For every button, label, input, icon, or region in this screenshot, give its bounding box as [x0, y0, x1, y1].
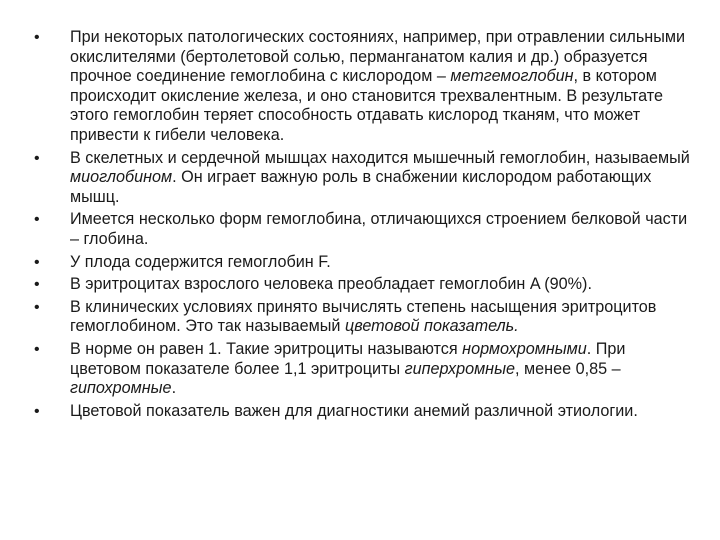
bullet-item-fetal [34, 253, 694, 273]
bullet-text: , в котором происходит окисление железа, и оно становится трехвалентным. В результате этого гемоглобин теряет способность отдавать кислород тканям, что может привести к гибели человека. [70, 67, 664, 144]
bullet-icon: • [34, 253, 40, 271]
term-color-index: цветовой показатель. [344, 317, 519, 336]
term-myoglobin: миоглобином [70, 168, 173, 187]
bullet-item-adult [34, 275, 694, 295]
bullet-item-forms [34, 210, 694, 249]
term-hyperchromic: гиперхромные [404, 359, 516, 378]
bullet-icon: • [34, 402, 40, 420]
term-methemoglobin: метгемоглобин [450, 67, 574, 86]
bullet-text: Цветовой показатель важен для диагностики анемий различной этиологии. [70, 401, 638, 420]
bullet-item-methemoglobin [34, 28, 694, 146]
term-hypochromic: гипохромные [70, 379, 172, 398]
bullet-text: В норме он равен 1. Такие эритроциты называются [70, 339, 463, 358]
bullet-item-norm [34, 340, 694, 399]
bullet-icon: • [34, 211, 40, 229]
slide-content [34, 28, 694, 424]
bullet-text: В эритроцитах взрослого человека преобладает гемоглобин A (90%). [70, 275, 592, 294]
bullet-icon: • [34, 340, 40, 358]
bullet-icon: • [34, 29, 40, 46]
bullet-text: , менее 0,85 – [515, 359, 621, 378]
bullet-text: . Он играет важную роль в снабжении кислородом работающих мышц. [70, 168, 652, 206]
bullet-icon: • [34, 276, 40, 294]
bullet-text: . [171, 379, 177, 398]
bullet-item-color-index [34, 298, 694, 337]
bullet-text: Имеется несколько форм гемоглобина, отличающихся строением белковой части – глобина. [70, 210, 688, 248]
bullet-text: В клинических условиях принято вычислять степень насыщения эритроцитов гемоглобином. Это так называемый [70, 297, 657, 336]
bullet-list [34, 28, 694, 421]
bullet-icon: • [34, 149, 40, 167]
bullet-text: . При цветовом показателе более 1,1 эритроциты [70, 339, 626, 378]
bullet-item-diagnostics [34, 402, 694, 422]
bullet-icon: • [34, 298, 40, 316]
bullet-text: У плода содержится гемоглобин F. [70, 252, 331, 271]
term-normochromic: нормохромными [462, 339, 587, 358]
bullet-item-myoglobin [34, 149, 694, 208]
bullet-text: При некоторых патологических состояниях, например, при отравлении сильными окислителями (бертолетовой солью, перманганатом калия и др.) образуется прочное соединение гемоглобина с кислородом – [70, 28, 686, 86]
bullet-text: В скелетных и сердечной мышцах находится мышечный гемоглобин, называемый [70, 148, 690, 167]
